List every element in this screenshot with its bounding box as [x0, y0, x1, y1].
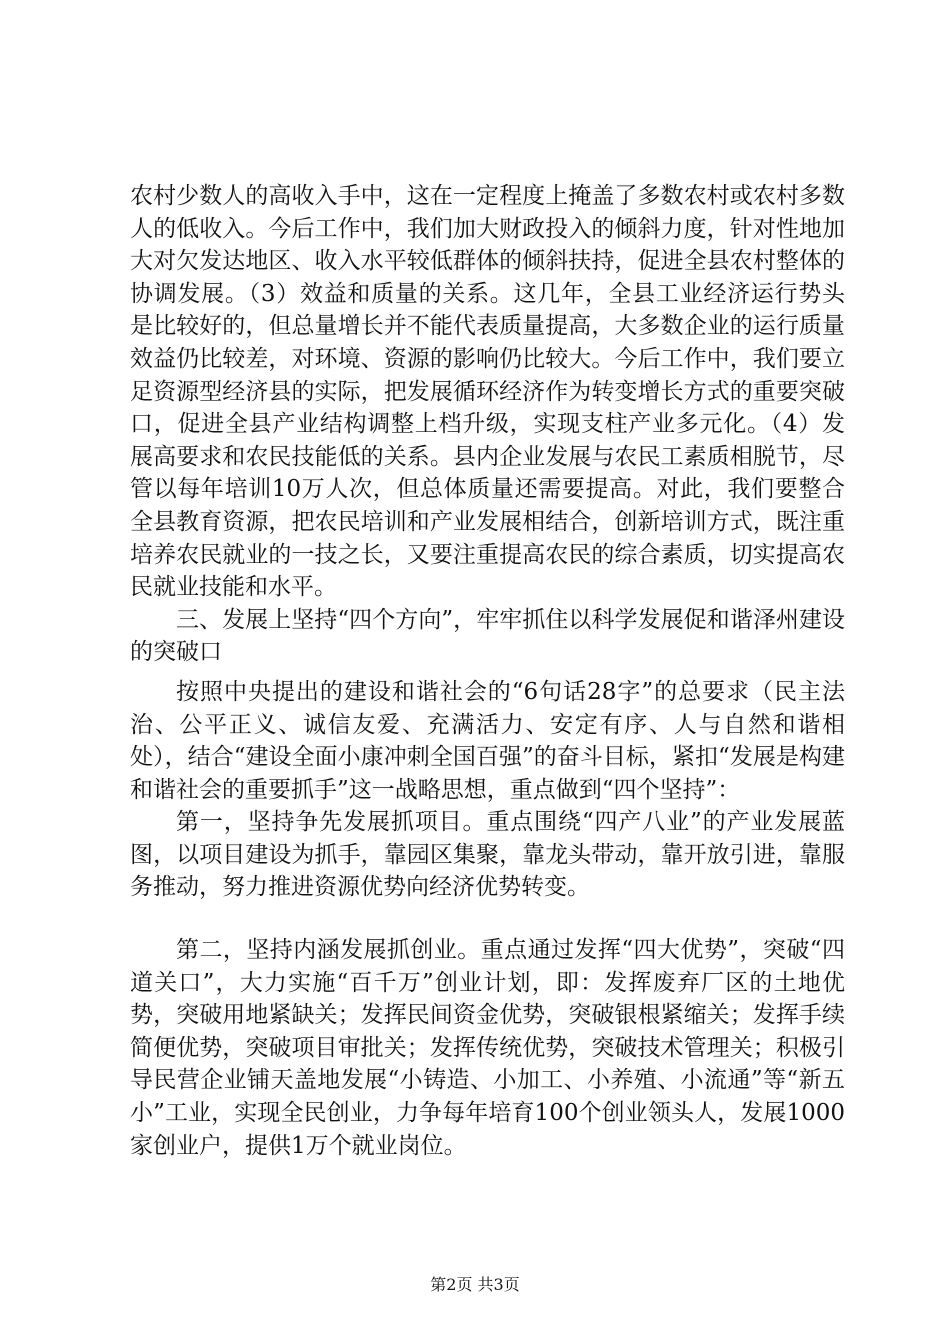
page-footer: 第2页 共3页: [430, 1275, 520, 1294]
body-paragraph-2: 按照中央提出的建设和谐社会的“6句话28字”的总要求（民主法治、公平正义、诚信友爱、充满活力、安定有序、人与自然和谐相处），结合“建设全面小康冲刺全国百强”的奋斗目标，紧扣“发展是构建和谐社会的重要抓手”这一战略思想，重点做到“四个坚持”：: [130, 678, 845, 803]
body-paragraph-3: 第一，坚持争先发展抓项目。重点围绕“四产八业”的产业发展蓝图，以项目建设为抓手，靠园区集聚，靠龙头带动，靠开放引进，靠服务推动，努力推进资源优势向经济优势转变。: [130, 809, 845, 901]
document-body: [130, 180, 845, 1162]
body-paragraph-1: 农村少数人的高收入手中，这在一定程度上掩盖了多数农村或农村多数人的低收入。今后工作中，我们加大财政投入的倾斜力度，针对性地加大对欠发达地区、收入水平较低群体的倾斜扶持，促进全县农村整体的协调发展。（3）效益和质量的关系。这几年，全县工业经济运行势头是比较好的，但总量增长并不能代表质量提高，大多数企业的运行质量效益仍比较差，对环境、资源的影响仍比较大。今后工作中，我们要立足资源型经济县的实际，把发展循环经济作为转变增长方式的重要突破口，促进全县产业结构调整上档升级，实现支柱产业多元化。（4）发展高要求和农民技能低的关系。县内企业发展与农民工素质相脱节，尽管以每年培训10万人次，但总体质量还需要提高。对此，我们要整合全县教育资源，把农民培训和产业发展相结合，创新培训方式，既注重培养农民就业的一技之长，又要注重提高农民的综合素质，切实提高农民就业技能和水平。: [130, 183, 845, 601]
section-heading: 三、发展上坚持“四个方向”，牢牢抓住以科学发展促和谐泽州建设的突破口: [130, 606, 845, 666]
body-paragraph-4: 第二，坚持内涵发展抓创业。重点通过发挥“四大优势”，突破“四道关口”，大力实施“百千万”创业计划，即：发挥废弃厂区的土地优势，突破用地紧缺关；发挥民间资金优势，突破银根紧缩关；发挥手续简便优势，突破项目审批关；发挥传统优势，突破技术管理关；积极引导民营企业铺天盖地发展“小铸造、小加工、小养殖、小流通”等“新五小”工业，实现全民创业，力争每年培育100个创业领头人，发展1000家创业户，提供1万个就业岗位。: [130, 937, 845, 1159]
